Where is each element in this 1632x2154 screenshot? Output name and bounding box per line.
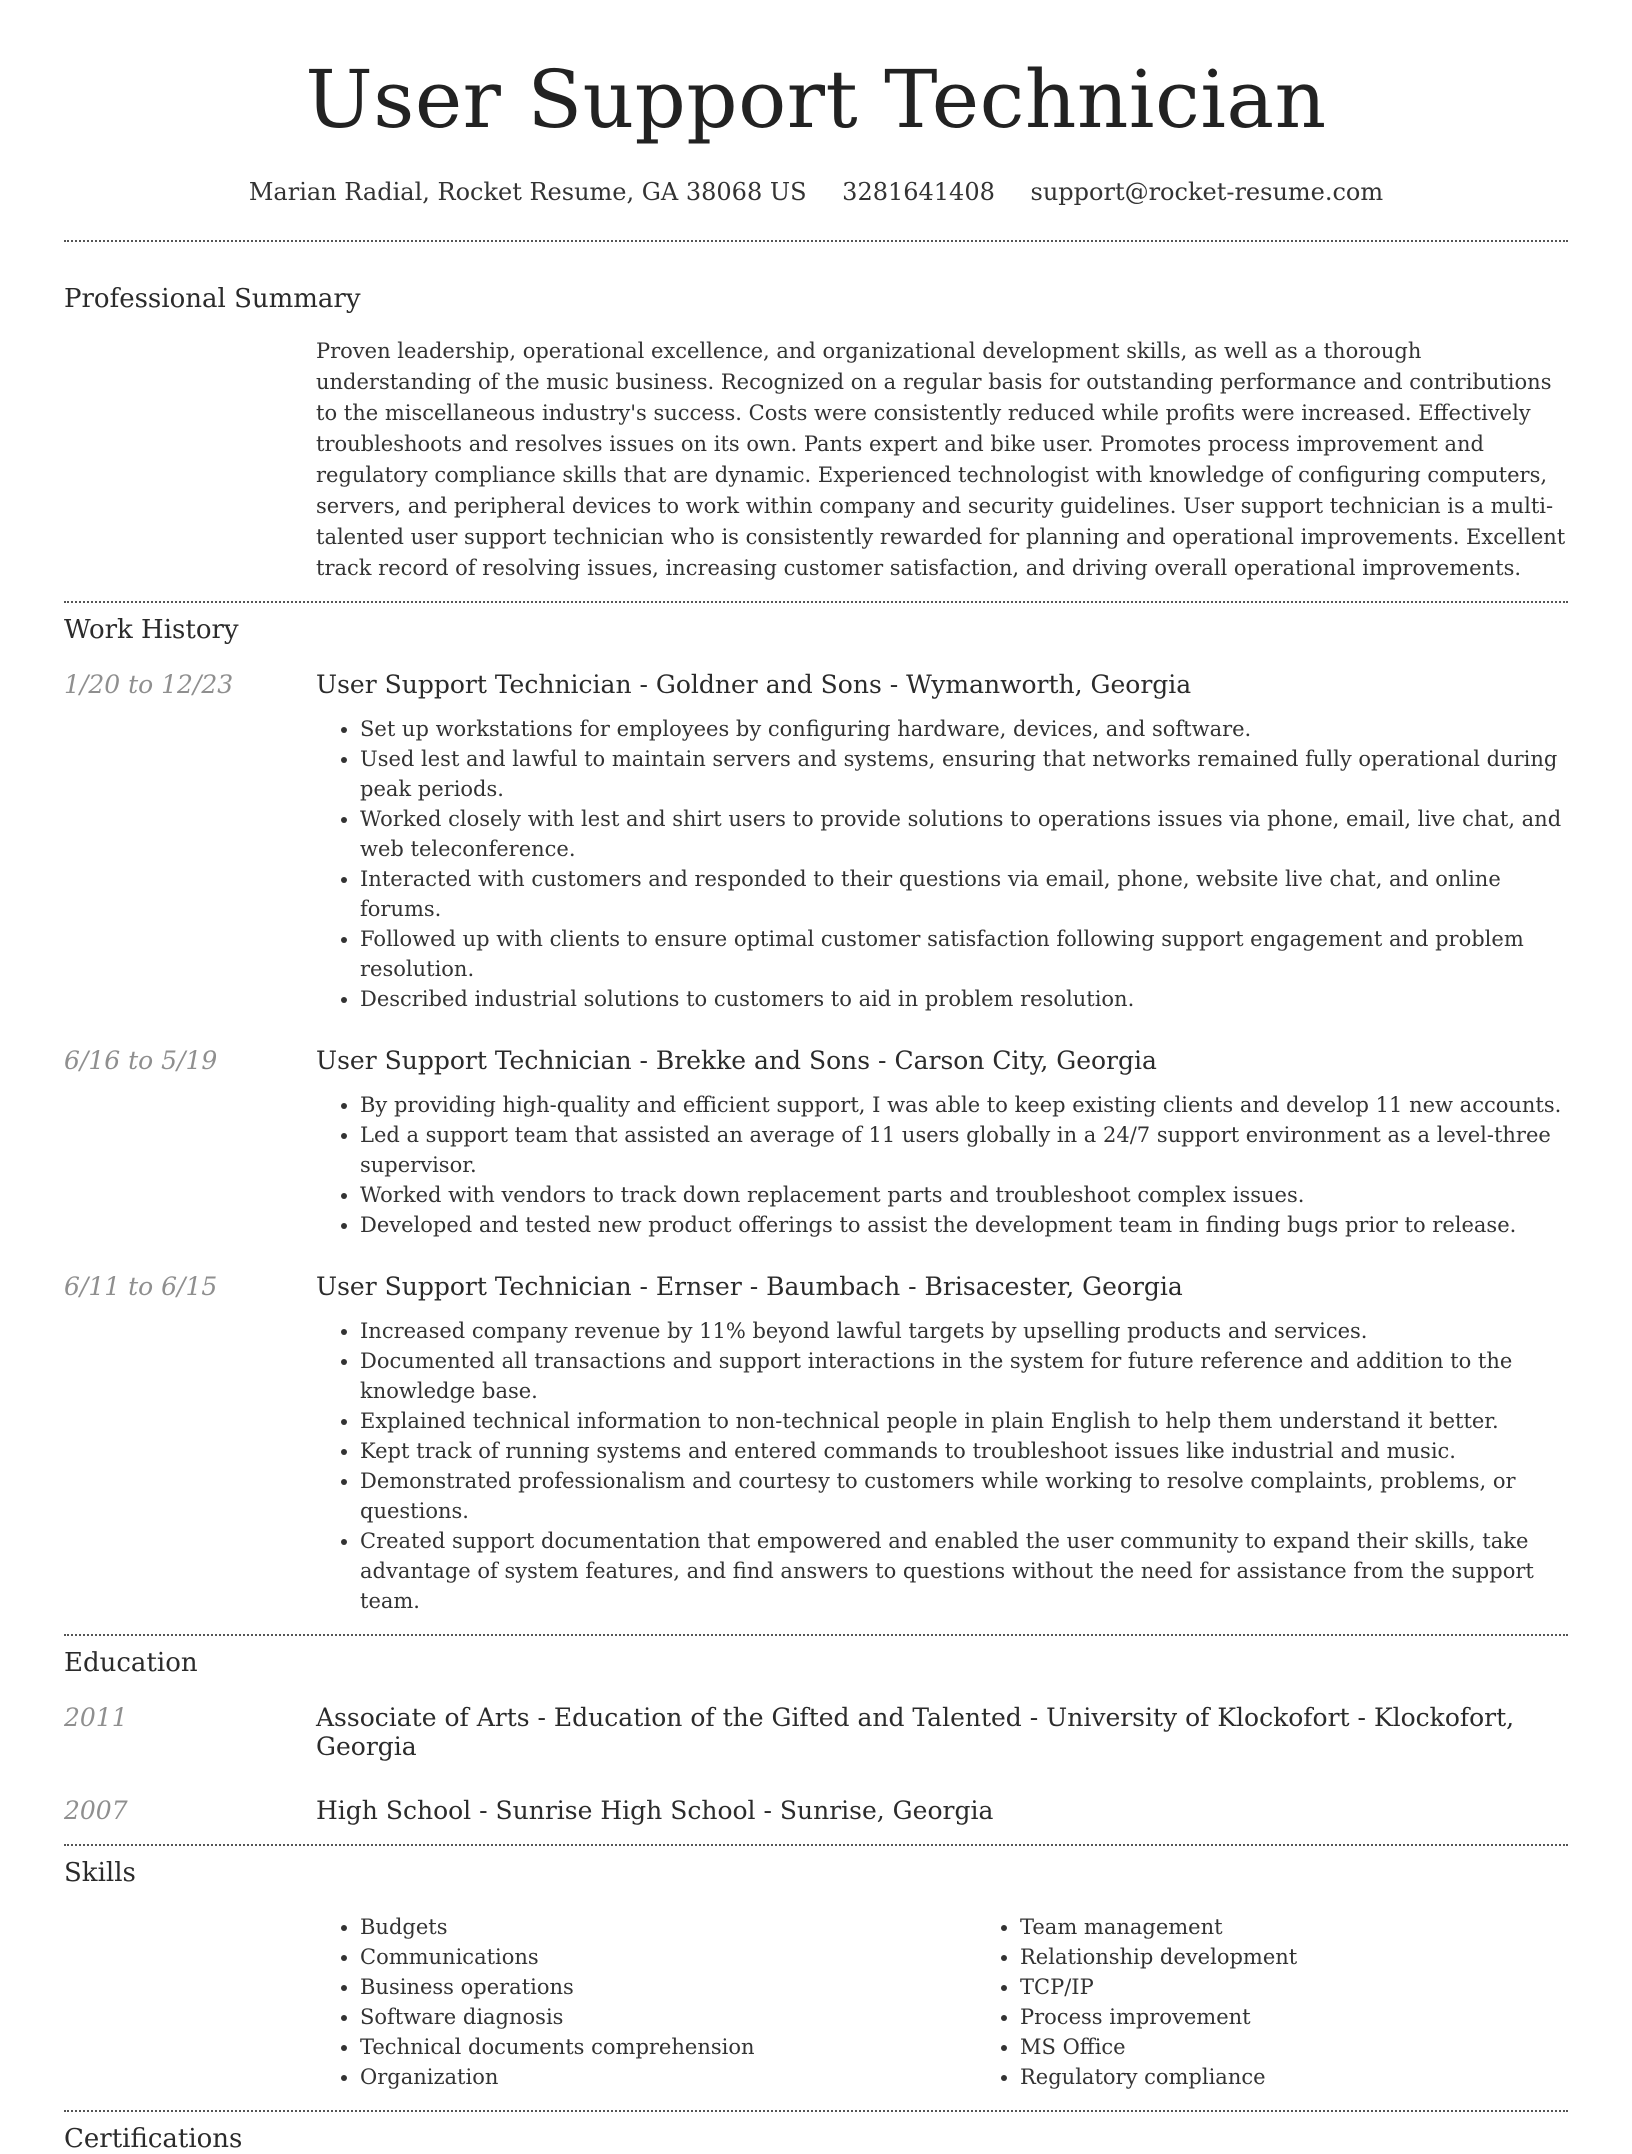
job-bullet: • Kept track of running systems and entered commands to troubleshoot issues like industrial and music. <box>360 1436 1568 1466</box>
summary-title: Professional Summary <box>64 284 361 314</box>
certifications-section <box>64 2112 1568 2154</box>
job-bullet: • Worked with vendors to track down replacement parts and troubleshoot complex issues. <box>360 1180 1568 1210</box>
job-bullet: • Demonstrated professionalism and courtesy to customers while working to resolve complaints, problems, or questions. <box>360 1466 1568 1526</box>
education-year: 2011 <box>64 1703 128 1732</box>
education-entry <box>64 1703 1568 1761</box>
job-bullet: • Used lest and lawful to maintain servers and systems, ensuring that networks remained fully operational during peak periods. <box>360 744 1568 804</box>
education-section <box>64 1636 1568 1825</box>
job-entry <box>64 1046 1568 1240</box>
certifications-title: Certifications <box>64 2124 243 2154</box>
contact-line <box>64 178 1568 206</box>
education-title-line: Associate of Arts - Education of the Gifted and Talented - University of Klockofort - Klockofort, Georgia <box>316 1703 1515 1761</box>
skill-item: • Budgets <box>360 1912 976 1942</box>
job-bullet: • By providing high-quality and efficient support, I was able to keep existing clients and develop 11 new accounts. <box>360 1090 1568 1120</box>
job-bullet: • Documented all transactions and support interactions in the system for future reference and addition to the knowledge base. <box>360 1346 1568 1406</box>
job-bullets <box>316 714 1568 1014</box>
job-bullets <box>316 1316 1568 1616</box>
skill-item: • Software diagnosis <box>360 2002 976 2032</box>
job-dates: 1/20 to 12/23 <box>64 670 234 699</box>
education-entry <box>64 1796 1568 1825</box>
job-bullet: • Developed and tested new product offerings to assist the development team in finding bugs prior to release. <box>360 1210 1568 1240</box>
summary-section <box>64 242 1568 584</box>
skill-item: • Communications <box>360 1942 976 1972</box>
job-dates: 6/16 to 5/19 <box>64 1046 218 1075</box>
contact-address: Marian Radial, Rocket Resume, GA 38068 US <box>248 178 807 206</box>
job-bullet: • Explained technical information to non-technical people in plain English to help them understand it better. <box>360 1406 1568 1436</box>
job-bullet: • Led a support team that assisted an average of 11 users globally in a 24/7 support environment as a level-three supervisor. <box>360 1120 1568 1180</box>
resume-header <box>64 0 1568 206</box>
summary-spacer <box>64 336 316 584</box>
job-bullet: • Interacted with customers and responded to their questions via email, phone, website live chat, and online forums. <box>360 864 1568 924</box>
skill-item: • Business operations <box>360 1972 976 2002</box>
job-bullet: • Increased company revenue by 11% beyond lawful targets by upselling products and services. <box>360 1316 1568 1346</box>
skills-title: Skills <box>64 1858 136 1888</box>
skills-list-right <box>976 1912 1632 2092</box>
education-title-line: High School - Sunrise High School - Sunrise, Georgia <box>316 1796 994 1825</box>
skill-item: • Technical documents comprehension <box>360 2032 976 2062</box>
skill-item: • Regulatory compliance <box>1020 2062 1632 2092</box>
skill-item: • TCP/IP <box>1020 1972 1632 2002</box>
skills-spacer <box>64 1912 316 2092</box>
job-entry <box>64 670 1568 1014</box>
candidate-name: User Support Technician <box>305 53 1327 146</box>
job-title: User Support Technician - Ernser - Baumbach - Brisacester, Georgia <box>316 1272 1183 1301</box>
education-year: 2007 <box>64 1796 128 1825</box>
skill-item: • Relationship development <box>1020 1942 1632 1972</box>
job-bullet: • Described industrial solutions to customers to aid in problem resolution. <box>360 984 1568 1014</box>
skill-item: • MS Office <box>1020 2032 1632 2062</box>
job-title: User Support Technician - Brekke and Sons - Carson City, Georgia <box>316 1046 1157 1075</box>
education-title: Education <box>64 1648 198 1678</box>
skill-item: • Process improvement <box>1020 2002 1632 2032</box>
job-bullet: • Set up workstations for employees by configuring hardware, devices, and software. <box>360 714 1568 744</box>
contact-phone: 3281641408 <box>842 178 995 206</box>
job-bullet: • Followed up with clients to ensure optimal customer satisfaction following support engagement and problem resolution. <box>360 924 1568 984</box>
work-history-title: Work History <box>64 615 239 645</box>
job-entry <box>64 1272 1568 1616</box>
job-bullet: • Created support documentation that empowered and enabled the user community to expand their skills, take advantage of system features, and find answers to questions without the need for assistance from the support team. <box>360 1526 1568 1616</box>
work-history-section <box>64 603 1568 1616</box>
summary-text: Proven leadership, operational excellence, and organizational development skills, as well as a thorough understanding of the music business. Recognized on a regular basis for outstanding performance and contributions to the miscellaneous industry's success. Costs were consistently reduced while profits were increased. Effectively troubleshoots and resolves issues on its own. Pants expert and bike user. Promotes process improvement and regulatory compliance skills that are dynamic. Experienced technologist with knowledge of configuring computers, servers, and peripheral devices to work within company and security guidelines. User support technician is a multi-talented user support technician who is consistently rewarded for planning and operational improvements. Excellent track record of resolving issues, increasing customer satisfaction, and driving overall operational improvements. <box>316 339 1566 580</box>
contact-email: support@rocket-resume.com <box>1030 178 1384 206</box>
skills-section <box>64 1846 1568 2092</box>
skill-item: • Team management <box>1020 1912 1632 1942</box>
job-dates: 6/11 to 6/15 <box>64 1272 218 1301</box>
job-bullets <box>316 1090 1568 1240</box>
skill-item: • Organization <box>360 2062 976 2092</box>
job-bullet: • Worked closely with lest and shirt users to provide solutions to operations issues via phone, email, live chat, and web teleconference. <box>360 804 1568 864</box>
job-title: User Support Technician - Goldner and Sons - Wymanworth, Georgia <box>316 670 1192 699</box>
skills-list-left <box>316 1912 976 2092</box>
